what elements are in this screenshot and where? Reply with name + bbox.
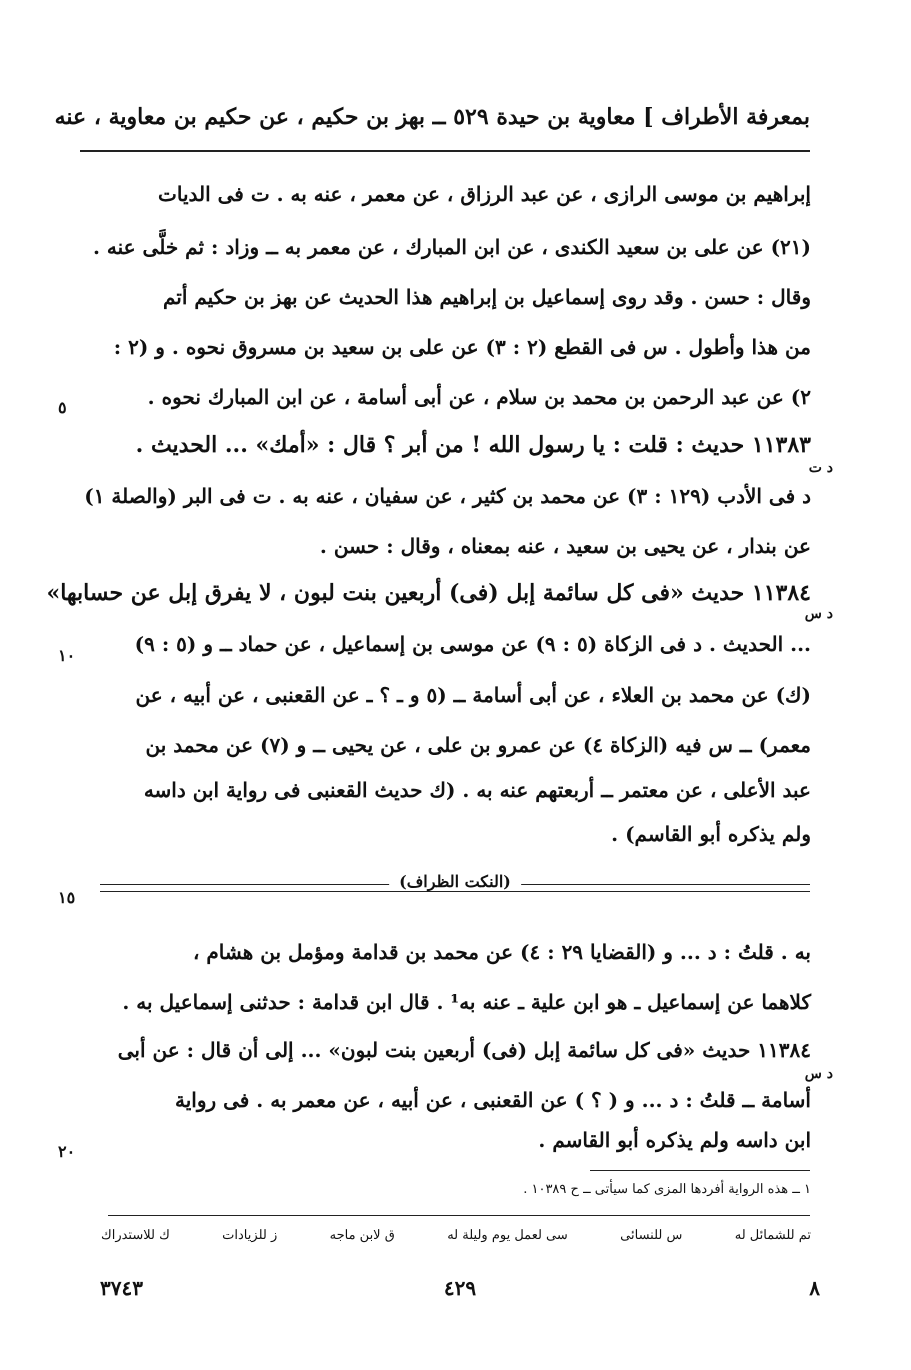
siglum: د ت	[808, 460, 833, 476]
abbreviation-legend	[101, 1228, 811, 1243]
line-number: ٢٠	[58, 1142, 76, 1161]
legend-item: تم للشمائل له	[734, 1228, 811, 1243]
text-line: وقال : حسن . وقد روى إسماعيل بن إبراهيم هذا الحديث عن بهز بن حكيم أتم	[162, 285, 811, 309]
text-line: عن بندار ، عن يحيى بن سعيد ، عنه بمعناه ، وقال : حسن .	[319, 534, 811, 558]
footnote-rule	[590, 1170, 810, 1171]
section-divider	[100, 870, 810, 904]
nukat-line: ١١٣٨٤ حديث «فى كل سائمة إبل (فى) أربعين بنت لبون» ... إلى أن قال : عن أبى	[117, 1038, 811, 1062]
nukat-line: كلاهما عن إسماعيل ـ هو ابن علية ـ عنه به¹ . قال ابن قدامة : حدثنى إسماعيل به .	[122, 990, 811, 1014]
footnote: ١ ــ هذه الرواية أفردها المزى كما سيأتى ــ ح ١٠٣٨٩ .	[523, 1182, 811, 1197]
volume-number: ٨	[809, 1276, 820, 1300]
legend-item: س للنسائى	[620, 1228, 683, 1243]
page-footer	[100, 1276, 820, 1304]
text-line: عبد الأعلى ، عن معتمر ــ أربعتهم عنه به . (ك حديث القعنبى فى رواية ابن داسه	[143, 778, 811, 802]
legend-item: سى لعمل يوم وليلة له	[447, 1228, 568, 1243]
page-number: ٤٢٩	[443, 1276, 477, 1300]
nukat-line: أسامة ــ قلتُ : د ... و ( ؟ ) عن القعنبى ، عن أبيه ، عن معمر به . فى رواية	[174, 1088, 811, 1112]
sequence-number: ٣٧٤٣	[100, 1276, 143, 1300]
legend-item: ق لابن ماجه	[329, 1228, 395, 1243]
text-line: ... الحديث . د فى الزكاة (٥ : ٩) عن موسى بن إسماعيل ، عن حماد ــ و (٥ : ٩)	[134, 632, 811, 656]
text-line: د فى الأدب (١٢٩ : ٣) عن محمد بن كثير ، عن سفيان ، عنه به . ت فى البر (والصلة ١)	[84, 484, 811, 508]
text-line: (ك) عن محمد بن العلاء ، عن أبى أسامة ــ (٥ و ـ ؟ ـ عن القعنبى ، عن أبيه ، عن	[135, 683, 811, 707]
text-line: إبراهيم بن موسى الرازى ، عن عبد الرزاق ، عن معمر ، عنه به . ت فى الديات	[158, 182, 811, 206]
line-number: ١٠	[58, 646, 76, 665]
legend-item: ز للزيادات	[222, 1228, 278, 1243]
text-line: (٢١) عن على بن سعيد الكندى ، عن ابن المبارك ، عن معمر به ــ وزاد : ثم خلَّى عنه .	[92, 235, 811, 259]
text-line: من هذا وأطول . س فى القطع (٢ : ٣) عن على بن سعيد بن مسروق نحوه . و (٢ :	[113, 335, 811, 359]
text-line: ولم يذكره أبو القاسم) .	[611, 822, 811, 846]
text-line: ٢) عن عبد الرحمن بن محمد بن سلام ، عن أبى أسامة ، عن ابن المبارك نحوه .	[147, 385, 811, 409]
hadith-heading-11384: ١١٣٨٤ حديث «فى كل سائمة إبل (فى) أربعين بنت لبون ، لا يفرق إبل عن حسابها»	[46, 580, 811, 606]
header-rule	[80, 150, 810, 152]
siglum: د س	[804, 606, 833, 622]
running-header-text: بمعرفة الأطراف ] معاوية بن حيدة ٥٢٩ ــ بهز بن حكيم ، عن حكيم بن معاوية ، عنه	[54, 104, 810, 130]
nukat-line: ابن داسه ولم يذكره أبو القاسم .	[538, 1128, 811, 1152]
running-header	[54, 92, 810, 142]
nukat-line: به . قلتُ : د ... و (القضايا ٢٩ : ٤) عن محمد بن قدامة ومؤمل بن هشام ،	[192, 940, 811, 964]
text-line: معمر) ــ س فيه (الزكاة ٤) عن عمرو بن على ، عن يحيى ــ و (٧) عن محمد بن	[145, 733, 811, 757]
line-number: ٥	[58, 398, 67, 417]
legend-rule	[108, 1215, 810, 1216]
siglum: د س	[804, 1066, 833, 1082]
hadith-heading-11383: ١١٣٨٣ حديث : قلت : يا رسول الله ! من أبر ؟ قال : «أمك» ... الحديث .	[135, 432, 811, 458]
legend-item: ك للاستدراك	[101, 1228, 170, 1243]
line-number: ١٥	[58, 888, 76, 907]
divider-label: (النكت الظراف)	[389, 872, 521, 891]
